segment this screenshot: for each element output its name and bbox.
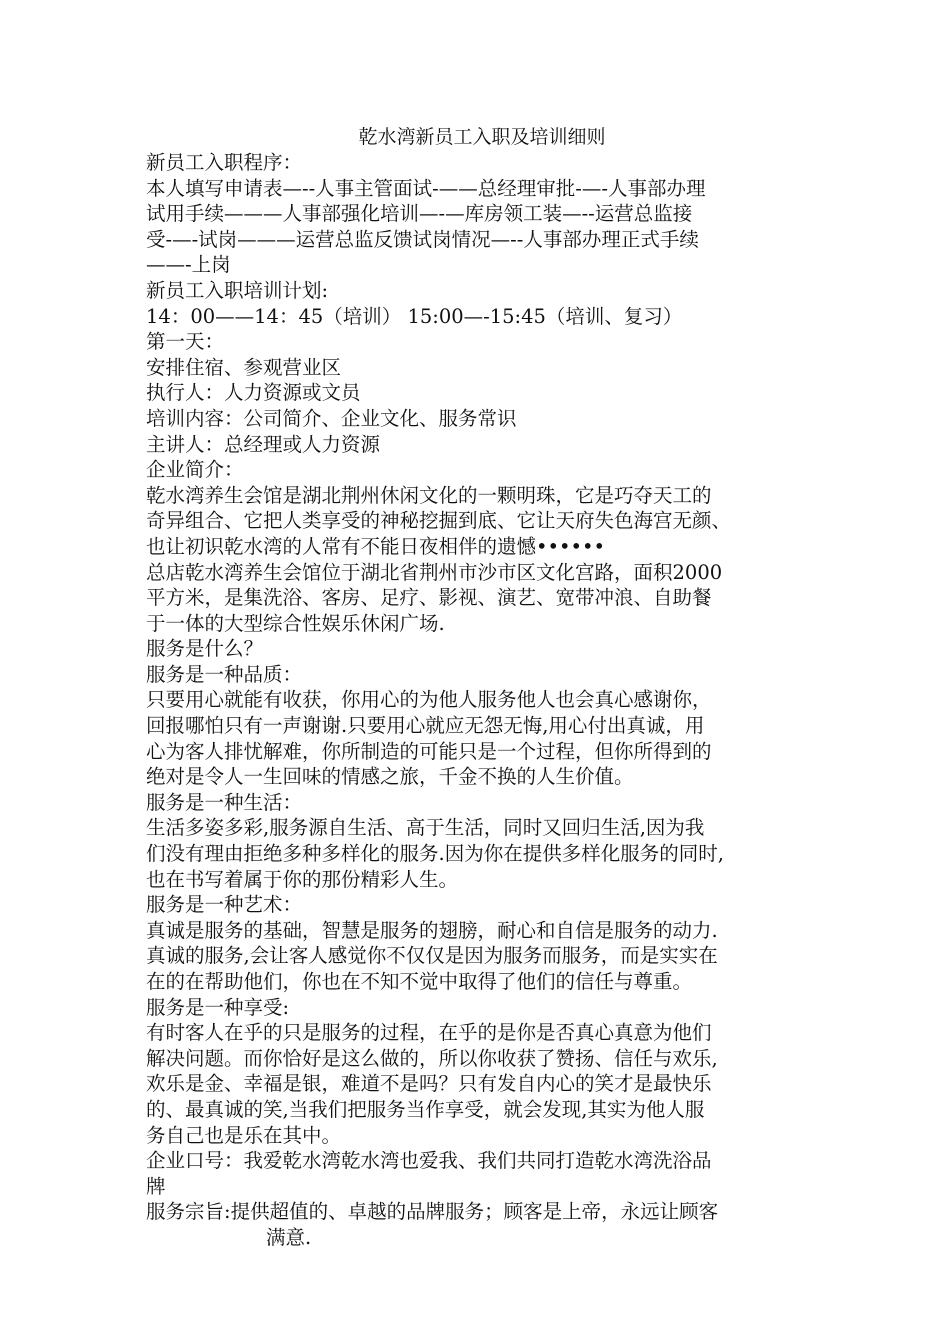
text-line: 新员工入职培训计划:	[146, 278, 329, 302]
document-title: 乾水湾新员工入职及培训细则	[358, 126, 606, 148]
text-line: 服务是一种享受:	[146, 995, 290, 1019]
text-line: 主讲人：总经理或人力资源	[146, 432, 381, 456]
text-line: 服务是一种品质：	[146, 662, 303, 686]
text-line: 第一天：	[146, 330, 225, 354]
text-line: 的、最真诚的笑,当我们把服务当作享受，就会发现,其实为他人服	[146, 1097, 705, 1121]
text-line: ——-上岗	[146, 253, 231, 277]
text-line: 也在书写着属于你的那份精彩人生。	[146, 867, 459, 891]
text-line: 培训内容：公司简介、企业文化、服务常识	[146, 406, 517, 430]
text-line: 真诚的服务,会让客人感觉你不仅仅是因为服务而服务，而是实实在	[146, 944, 718, 968]
text-line: 们没有理由拒绝多种多样化的服务.因为你在提供多样化服务的同时,	[146, 842, 724, 866]
text-line: 有时客人在乎的只是服务的过程，在乎的是你是否真心真意为他们	[146, 1021, 712, 1045]
text-line: 执行人：人力资源或文员	[146, 381, 361, 405]
text-line: 试用手续———人事部强化培训—-—库房领工装—--运营总监接	[146, 202, 693, 226]
document-page	[146, 124, 810, 1251]
text-line: 在的在帮助他们，你也在不知不觉中取得了他们的信任与尊重。	[146, 970, 693, 993]
text-line: 服务是一种艺术：	[146, 893, 303, 917]
text-line: 心为客人排忧解难，你所制造的可能只是一个过程，但你所得到的	[146, 739, 712, 763]
text-line: 回报哪怕只有一声谢谢.只要用心就应无怨无悔,用心付出真诚，用	[146, 714, 705, 738]
text-line: 只要用心就能有收获，你用心的为他人服务他人也会真心感谢你，	[146, 688, 712, 712]
text-line: 安排住宿、参观营业区	[146, 355, 342, 379]
text-line: 服务是什么？	[146, 637, 264, 661]
text-line: 总店乾水湾养生会馆位于湖北省荆州市沙市区文化宫路，面积2000	[146, 560, 723, 584]
text-line: 解决问题。而你恰好是这么做的，所以你收获了赞扬、信任与欢乐,	[146, 1046, 718, 1070]
text-line: 企业简介：	[146, 458, 244, 482]
text-line-continuation: 满意.	[266, 1225, 312, 1249]
text-line: 生活多姿多彩,服务源自生活、高于生活，同时又回归生活,因为我	[146, 816, 705, 840]
text-line: 奇异组合、它把人类享受的神秘挖掘到底、它让天府失色海宫无颜、	[146, 509, 732, 533]
text-line: 服务宗旨:提供超值的、卓越的品牌服务；顾客是上帝，永远让顾客	[146, 1200, 719, 1224]
text-line: 新员工入职程序：	[146, 151, 303, 174]
text-line: 牌	[146, 1174, 166, 1198]
text-line: 服务是一种生活：	[146, 790, 303, 814]
text-line: 企业口号：我爱乾水湾乾水湾也爱我、我们共同打造乾水湾洗浴品	[146, 1149, 712, 1173]
text-line: 平方米，是集洗浴、客房、足疗、影视、演艺、宽带冲浪、自助餐	[146, 586, 712, 610]
text-line: 14：00——14：45（培训） 15:00—-15:45（培训、复习）	[146, 304, 683, 328]
text-line: 乾水湾养生会馆是湖北荆州休闲文化的一颗明珠，它是巧夺天工的	[146, 483, 712, 507]
text-line: 受-—-试岗———运营总监反馈试岗情况—--人事部办理正式手续	[146, 227, 699, 251]
text-line: 本人填写申请表—--人事主管面试-——总经理审批-—-人事部办理	[146, 176, 706, 200]
text-line: 绝对是令人一生回味的情感之旅，千金不换的人生价值。	[146, 765, 634, 789]
text-line: 务自己也是乐在其中。	[146, 1123, 342, 1147]
text-line: 也让初识乾水湾的人常有不能日夜相伴的遗憾••••••	[146, 534, 606, 558]
text-line: 于一体的大型综合性娱乐休闲广场.	[146, 611, 445, 635]
text-line: 欢乐是金、幸福是银，难道不是吗？只有发自内心的笑才是最快乐	[146, 1072, 712, 1096]
text-line: 真诚是服务的基础，智慧是服务的翅膀，耐心和自信是服务的动力.	[146, 918, 718, 942]
